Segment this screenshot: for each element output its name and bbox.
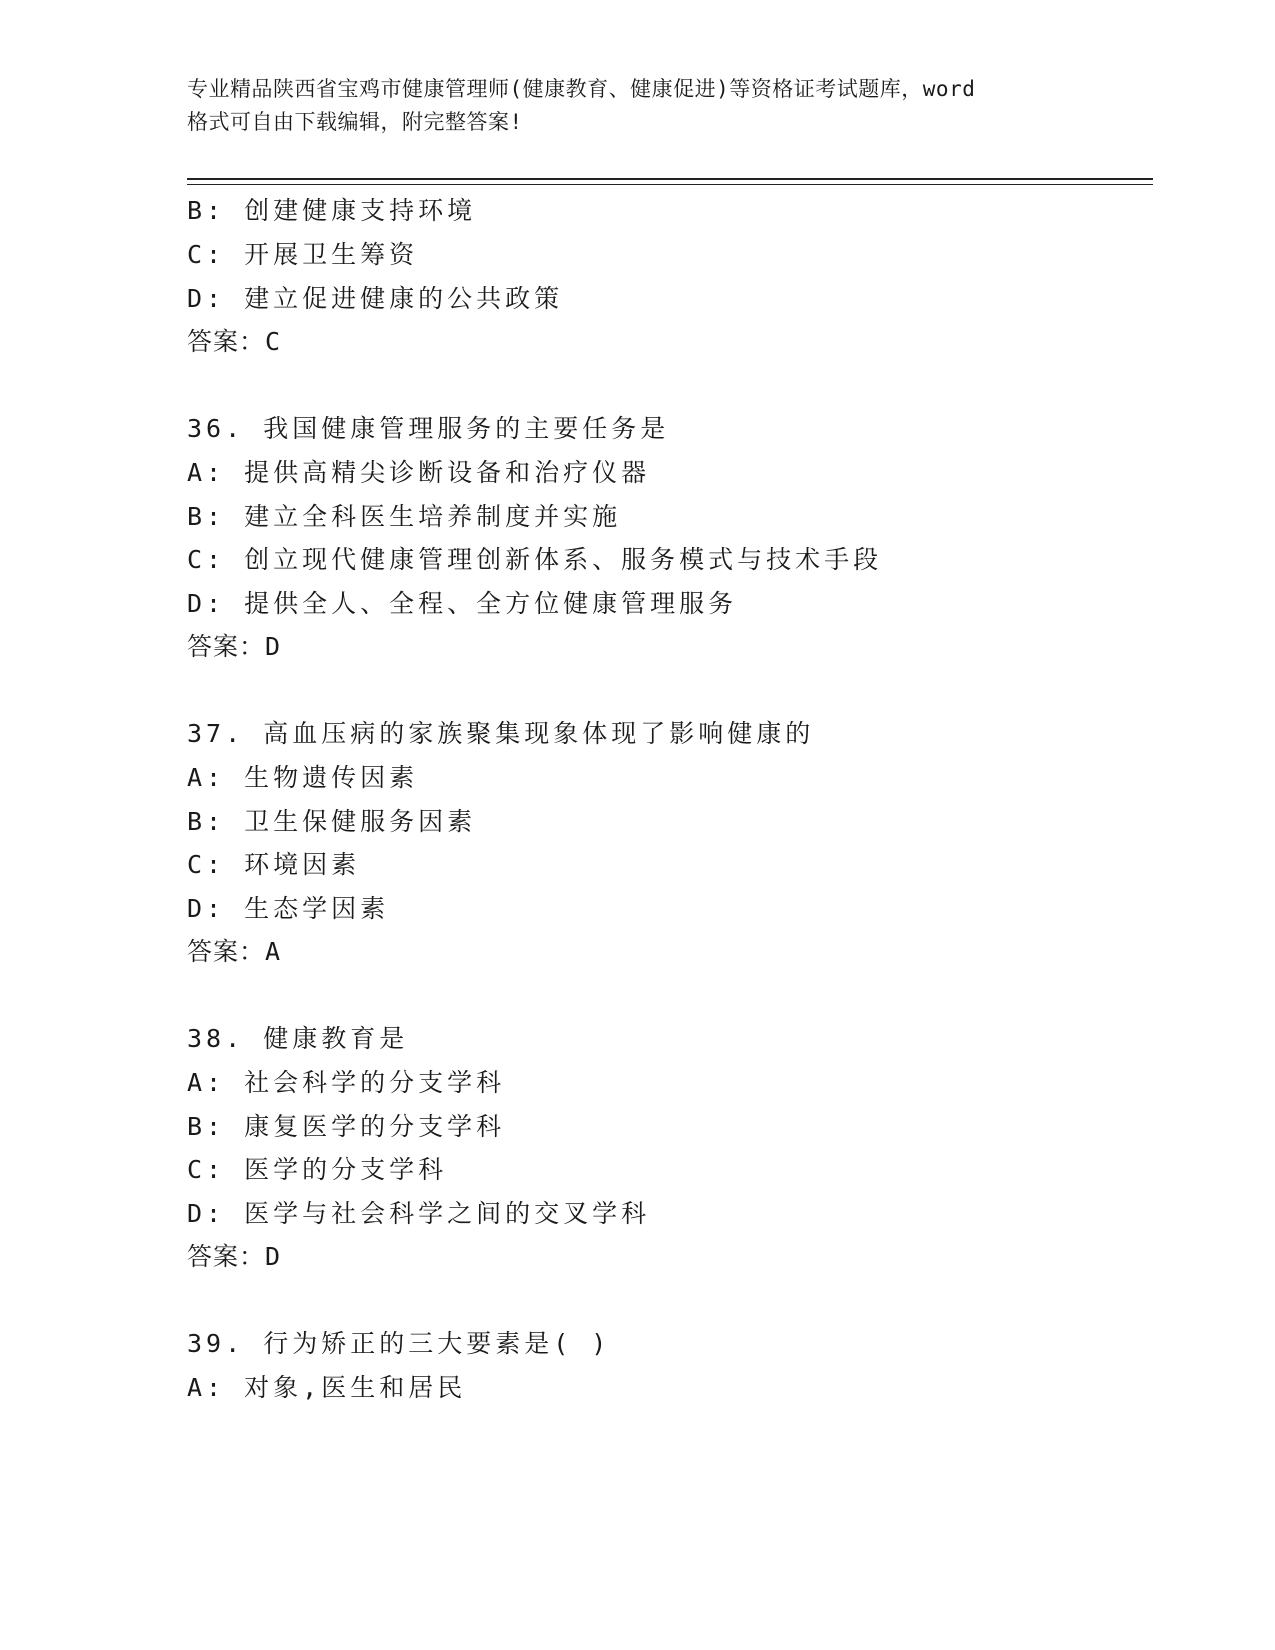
header-line-1: 专业精品陕西省宝鸡市健康管理师(健康教育、健康促进)等资格证考试题库，word (187, 77, 976, 101)
option-a: A: 提供高精尖诊断设备和治疗仪器 (187, 458, 651, 487)
option-b: B: 创建健康支持环境 (187, 196, 477, 225)
answer-line (187, 630, 281, 664)
header-divider-thick (187, 178, 1153, 180)
header-divider-thin (187, 184, 1153, 185)
answer-label: 答案： (187, 327, 266, 356)
option-b: B: 康复医学的分支学科 (187, 1112, 506, 1141)
answer-value: D (265, 1242, 282, 1271)
option-d: D: 医学与社会科学之间的交叉学科 (187, 1199, 651, 1228)
option-b: B: 建立全科医生培养制度并实施 (187, 502, 622, 531)
answer-value: D (265, 632, 282, 661)
option-d: D: 建立促进健康的公共政策 (187, 284, 564, 313)
option-c: C: 医学的分支学科 (187, 1155, 448, 1184)
answer-value: C (265, 327, 282, 356)
question-stem: 36. 我国健康管理服务的主要任务是 (187, 414, 670, 443)
option-a: A: 社会科学的分支学科 (187, 1068, 506, 1097)
answer-line (187, 1240, 281, 1274)
answer-label: 答案： (187, 937, 266, 966)
answer-line (187, 325, 281, 359)
question-stem: 38. 健康教育是 (187, 1024, 409, 1053)
answer-value: A (265, 937, 282, 966)
question-stem: 37. 高血压病的家族聚集现象体现了影响健康的 (187, 719, 815, 748)
answer-line (187, 935, 281, 969)
answer-label: 答案： (187, 1242, 266, 1271)
question-stem: 39. 行为矫正的三大要素是( ) (187, 1329, 611, 1358)
option-c: C: 环境因素 (187, 850, 361, 879)
option-c: C: 创立现代健康管理创新体系、服务模式与技术手段 (187, 545, 883, 574)
option-c: C: 开展卫生筹资 (187, 240, 419, 269)
answer-label: 答案： (187, 632, 266, 661)
option-d: D: 生态学因素 (187, 894, 390, 923)
option-a: A: 对象,医生和居民 (187, 1373, 467, 1402)
header-line-2: 格式可自由下载编辑，附完整答案! (187, 110, 523, 134)
option-b: B: 卫生保健服务因素 (187, 807, 477, 836)
document-header (187, 73, 1087, 139)
option-d: D: 提供全人、全程、全方位健康管理服务 (187, 589, 738, 618)
option-a: A: 生物遗传因素 (187, 763, 419, 792)
